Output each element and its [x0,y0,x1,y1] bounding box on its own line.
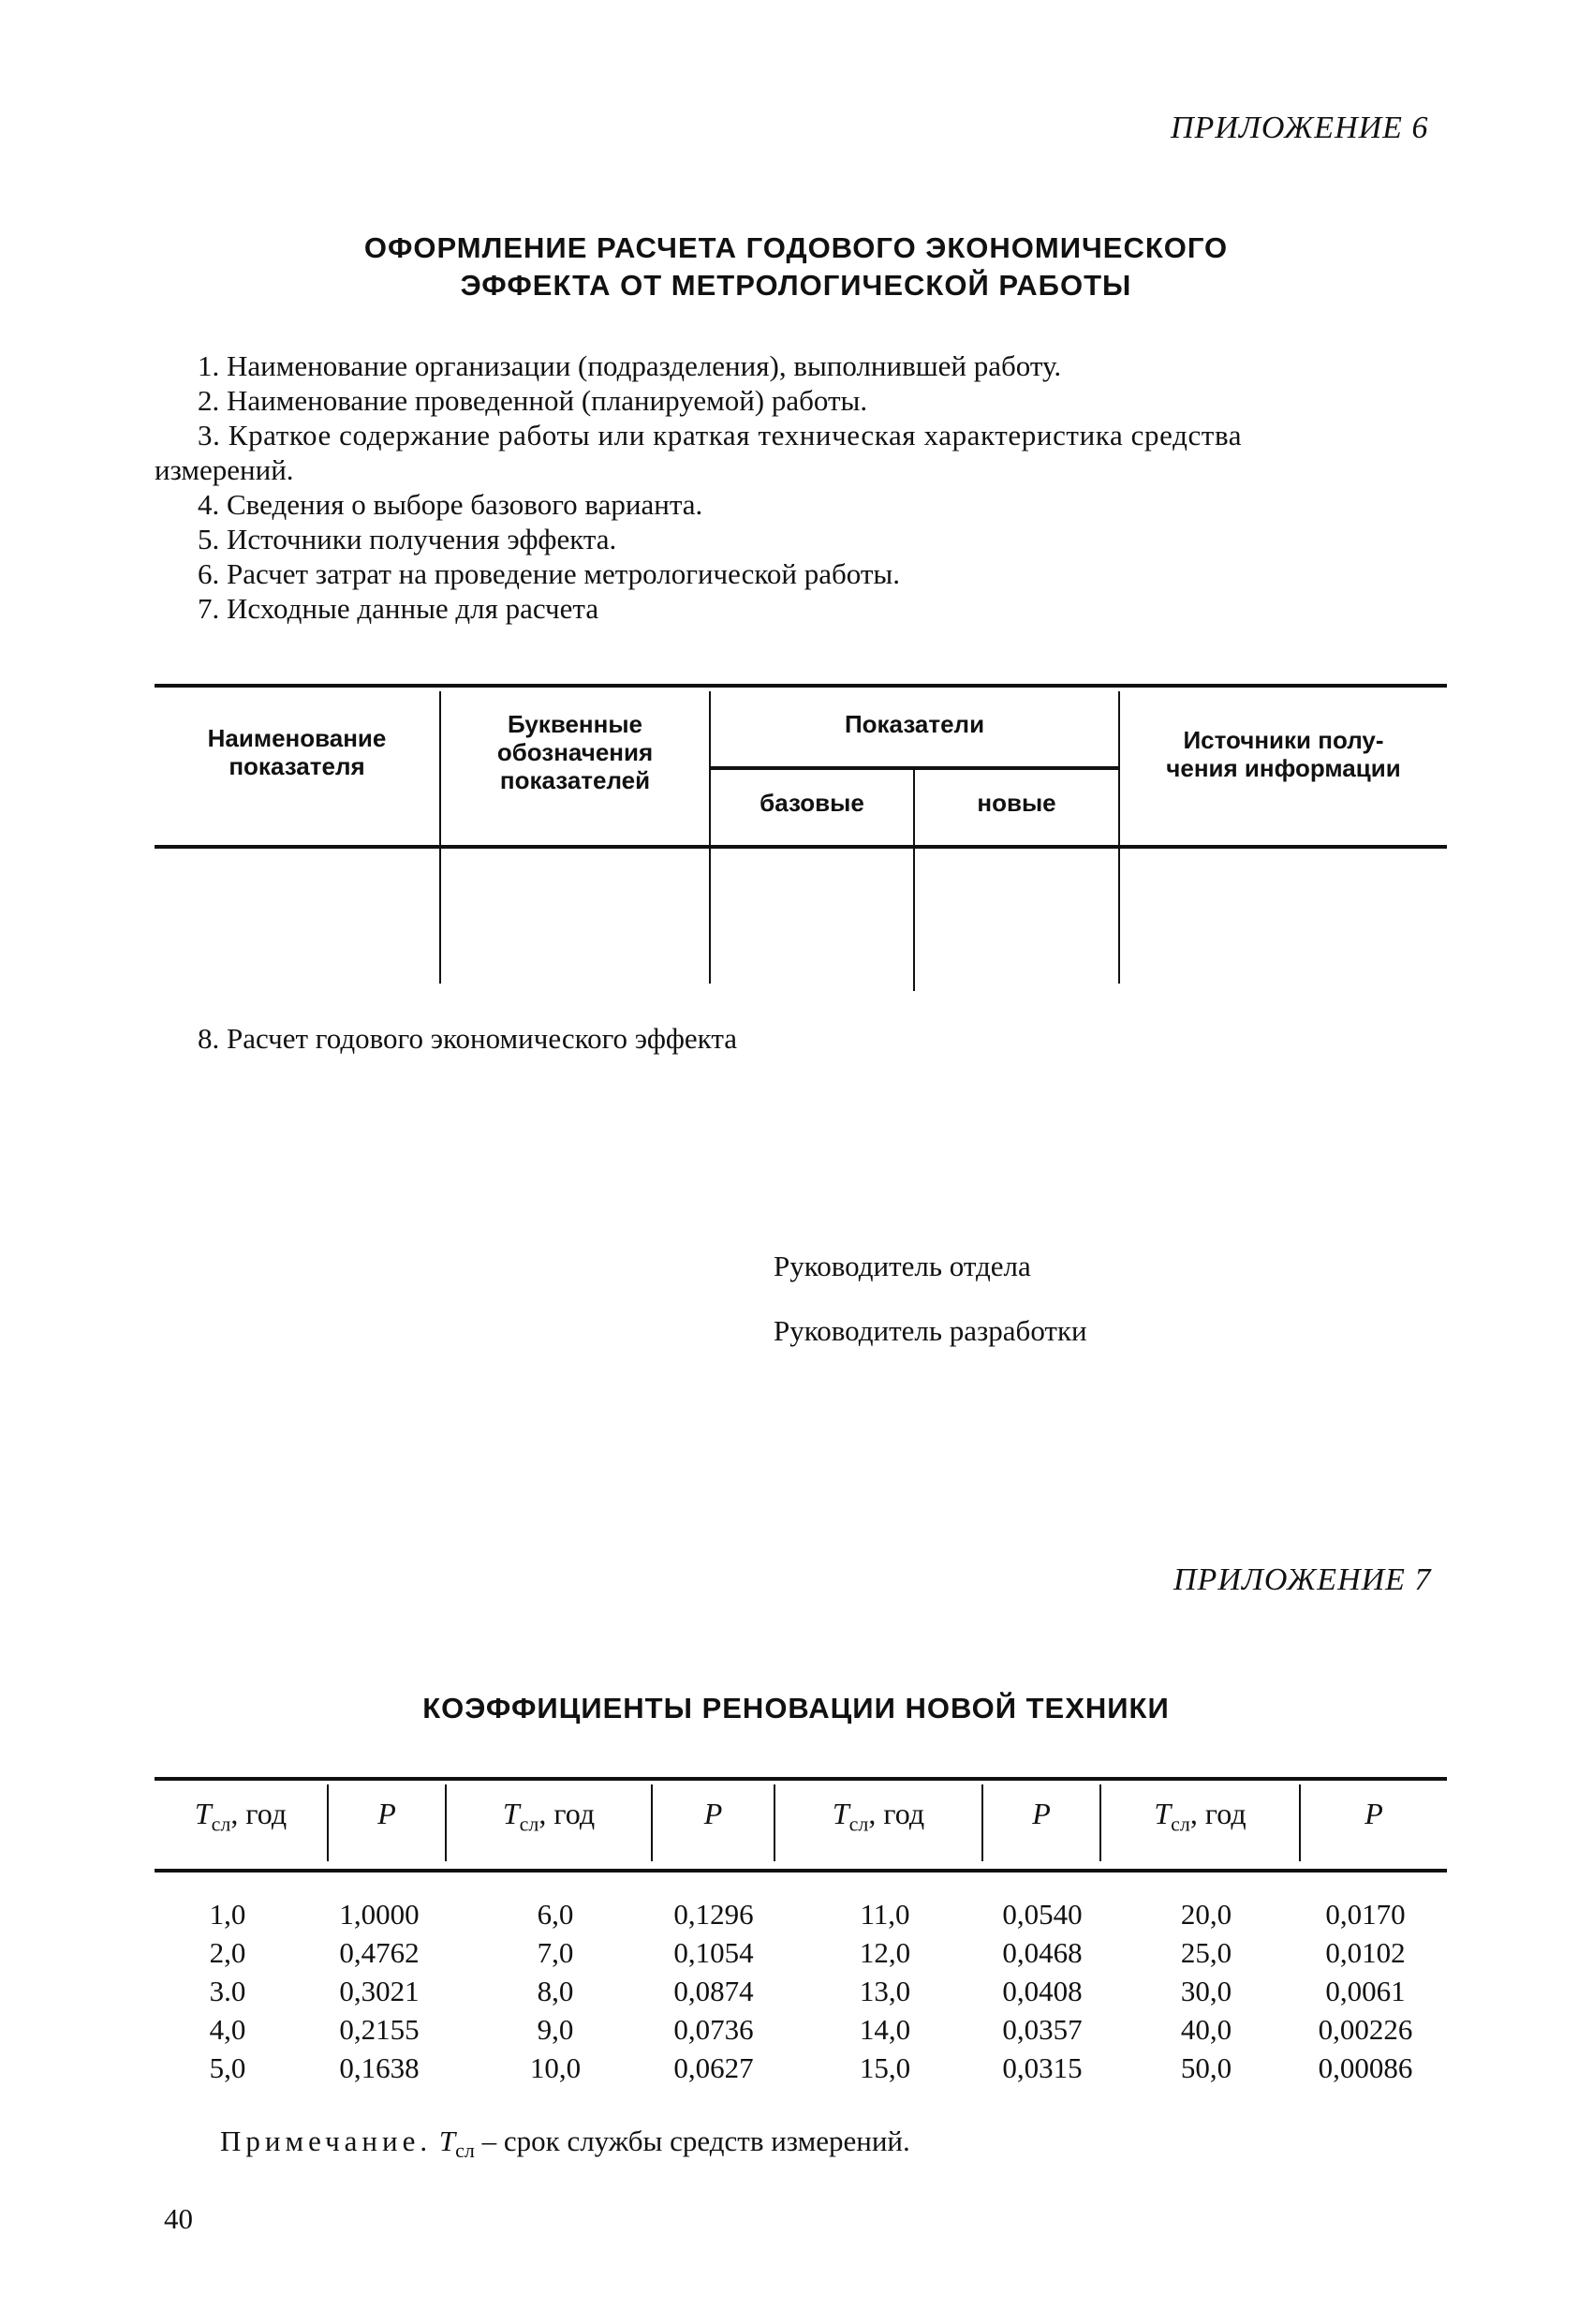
table-header-base: базовые [760,789,864,817]
list-item: 2. Наименование проведенной (планируемой) работы. [198,384,868,417]
table-header-indicators: Показатели [844,710,985,738]
table-cell-service-life: 1,0 [209,1898,246,1931]
list-item: измерений. [155,453,294,486]
table-cell-coefficient: 0,0736 [673,2013,754,2046]
list-item: 6. Расчет затрат на проведение метрологической работы. [198,557,901,590]
table-cell-service-life: 8,0 [537,1975,574,2007]
header-line: чения информации [1166,754,1401,782]
table-cell-service-life: 30,0 [1180,1975,1232,2007]
t-subscript: сл [1171,1812,1190,1836]
table-cell-service-life: 13,0 [859,1975,911,2007]
list-item: 4. Сведения о выборе базового варианта. [198,488,703,521]
table-cell-service-life: 20,0 [1180,1898,1232,1931]
header-line: Буквенные [508,710,642,738]
note-subscript: сл [455,2139,475,2163]
header-service-life [447,1797,651,1836]
signature-department-head: Руководитель отдела [774,1250,1031,1282]
table-cell-coefficient: 0,0408 [1002,1975,1083,2007]
note-label: Примечание. [220,2124,433,2157]
list-item: 3. Краткое содержание работы или краткая техническая характеристика средства [198,419,1243,451]
table-cell-coefficient: 0,0102 [1325,1936,1406,1969]
table-cell-coefficient: 0,0061 [1325,1975,1406,2007]
table-cell-service-life: 15,0 [859,2051,911,2084]
header-p [653,1797,774,1831]
t-unit: , год [538,1797,596,1830]
table-header-sources [1120,726,1447,782]
appendix-6-title-line2: ЭФФЕКТА ОТ МЕТРОЛОГИЧЕСКОЙ РАБОТЫ [460,269,1132,302]
table-cell-service-life: 4,0 [209,2013,246,2046]
table-cell-coefficient: 0,3021 [339,1975,420,2007]
appendix-6-title-line1: ОФОРМЛЕНИЕ РАСЧЕТА ГОДОВОГО ЭКОНОМИЧЕСКОГО [363,231,1229,264]
item-8: 8. Расчет годового экономического эффекта [198,1022,737,1055]
header-p [983,1797,1099,1831]
header-service-life [155,1797,327,1836]
table-cell-service-life: 2,0 [209,1936,246,1969]
table-cell-service-life: 6,0 [537,1898,574,1931]
header-p [1301,1797,1447,1831]
table-cell-service-life: 14,0 [859,2013,911,2046]
header-p [329,1797,445,1831]
list-item: 1. Наименование организации (подразделения), выполнившей работу. [198,349,1062,382]
header-line: Наименование [207,724,387,752]
p-symbol: P [703,1797,723,1830]
appendix-6-label: ПРИЛОЖЕНИЕ 6 [1171,111,1429,145]
table-top-rule [155,1777,1447,1781]
table-header-letter-symbols [441,710,709,794]
p-symbol: P [1032,1797,1051,1830]
table-cell-service-life: 40,0 [1180,2013,1232,2046]
table-cell-coefficient: 0,00086 [1318,2051,1413,2084]
page-number: 40 [164,2202,193,2235]
table-header-new: новые [977,789,1056,817]
appendix-6-title [187,229,1405,304]
t-unit: , год [868,1797,925,1830]
table-cell-service-life: 50,0 [1180,2051,1232,2084]
table-cell-service-life: 11,0 [860,1898,910,1931]
t-unit: , год [230,1797,288,1830]
t-symbol: T [502,1797,520,1830]
t-symbol: T [832,1797,849,1830]
p-symbol: P [377,1797,396,1830]
table-cell-service-life: 25,0 [1180,1936,1232,1969]
note-symbol: T [438,2124,456,2157]
table-header-bottom-rule [155,1869,1447,1873]
table-cell-coefficient: 0,0627 [673,2051,754,2084]
t-subscript: сл [519,1812,539,1836]
table-cell-service-life: 5,0 [209,2051,246,2084]
table-cell-coefficient: 0,0540 [1002,1898,1083,1931]
table-cell-coefficient: 0,1054 [673,1936,754,1969]
table-cell-coefficient: 0,00226 [1318,2013,1413,2046]
table-cell-service-life: 3.0 [209,1975,246,2007]
t-subscript: сл [211,1812,231,1836]
table-cell-service-life: 12,0 [859,1936,911,1969]
list-item: 7. Исходные данные для расчета [198,592,599,625]
table-cell-coefficient: 0,1296 [673,1898,754,1931]
t-unit: , год [1189,1797,1246,1830]
table-cell-service-life: 9,0 [537,2013,574,2046]
table-cell-service-life: 7,0 [537,1936,574,1969]
table-cell-coefficient: 0,0315 [1002,2051,1083,2084]
header-line: Источники полу- [1183,726,1384,754]
table-cell-coefficient: 0,2155 [339,2013,420,2046]
t-subscript: сл [848,1812,869,1836]
table-cell-coefficient: 0,4762 [339,1936,420,1969]
appendix-7-title: КОЭФФИЦИЕНТЫ РЕНОВАЦИИ НОВОЙ ТЕХНИКИ [422,1692,1170,1724]
table-cell-coefficient: 0,0468 [1002,1936,1083,1969]
table-cell-coefficient: 0,0874 [673,1975,754,2007]
appendix-6-items [155,348,1447,626]
table-header-name [155,724,439,780]
table-cell-coefficient: 0,1638 [339,2051,420,2084]
t-symbol: T [194,1797,212,1830]
header-line: обозначения [496,738,654,766]
header-line: показателя [229,752,365,780]
table-cell-coefficient: 0,0170 [1325,1898,1406,1931]
header-service-life [775,1797,981,1836]
header-line: показателей [499,766,651,794]
table-cell-coefficient: 1,0000 [339,1898,420,1931]
table-cell-coefficient: 0,0357 [1002,2013,1083,2046]
table-header-bottom-rule [155,845,1447,849]
list-item: 5. Источники получения эффекта. [198,523,617,555]
signature-development-head: Руководитель разработки [774,1314,1087,1347]
appendix-7-label: ПРИЛОЖЕНИЕ 7 [1173,1562,1432,1597]
header-service-life [1101,1797,1299,1836]
table-top-rule [155,684,1447,688]
table-cell-service-life: 10,0 [529,2051,582,2084]
note-text: – срок службы средств измерений. [474,2124,910,2157]
note [220,2124,910,2168]
t-symbol: T [1154,1797,1172,1830]
p-symbol: P [1364,1797,1383,1830]
